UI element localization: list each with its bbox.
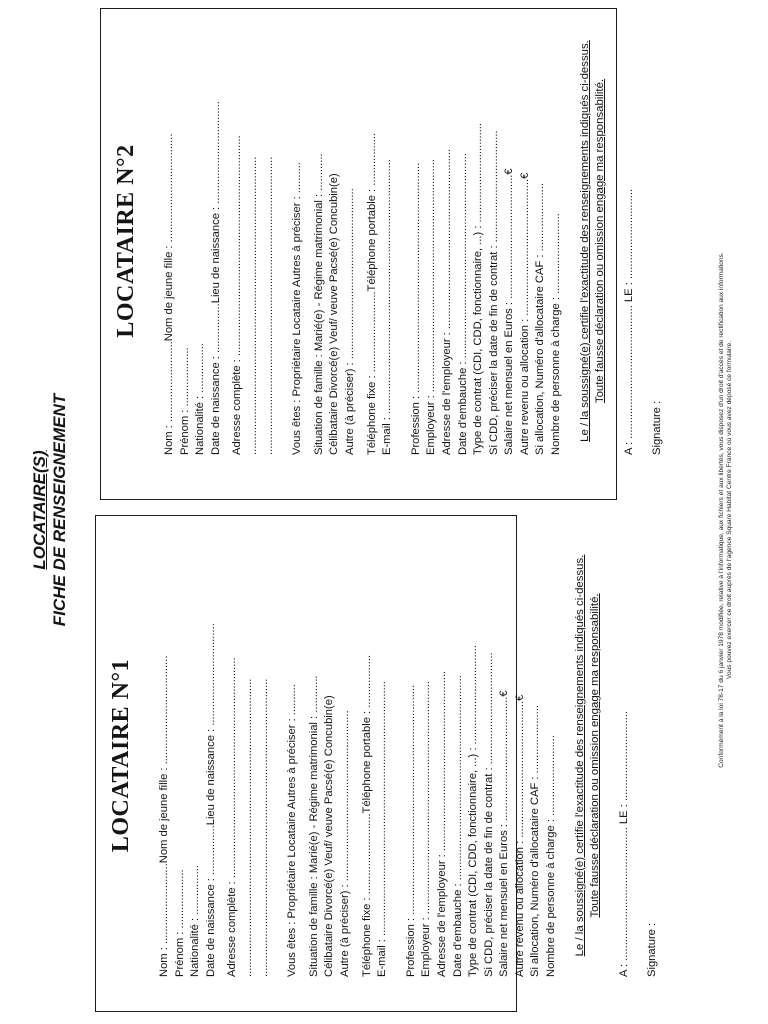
field-statuts[interactable]: Célibataire Divorcé(e) Veuf/ veuve Pacsé(e) Concubin(e) [323, 695, 336, 977]
page-subtitle: FICHE DE RENSEIGNEMENT [50, 393, 69, 627]
field-naissance[interactable]: Date de naissance : ................Lieu de naissance : ................................. [209, 101, 222, 455]
field-prenom[interactable]: Prénom : ................... [178, 347, 191, 455]
field-a-le[interactable]: A : ........................................... LE : ............................. [622, 188, 635, 455]
field-a-le[interactable]: A : ........................................... LE : ............................. [617, 710, 630, 977]
field-employeur[interactable]: Employeur : ........................................................................... [420, 681, 433, 977]
page-title-block [30, 320, 70, 700]
field-adresse-line-2[interactable]: ................................................................................................ [241, 678, 254, 977]
field-nationalite[interactable]: Nationalité : ................ [194, 343, 207, 455]
footer-line-2: Vous pouvez exercer ce droit auprès de l'agence Square Habitat Centre France où vous avez déposé ce formulaire. [726, 340, 733, 680]
field-autre[interactable]: Autre (à préciser) : ....................................................... [338, 710, 351, 977]
field-nom[interactable]: Nom : ..........................Nom de jeune fille : ................................... [158, 655, 170, 977]
warning-statement: Toute fausse déclaration ou omission engage ma responsabilité. [594, 78, 607, 404]
field-adresse-employeur[interactable]: Adresse de l'employeur : .......................................................... [435, 670, 448, 977]
footer-line-1: Conformément à la loi 78-17 du 6 janvier 1978 modifiée, relative à l'informatique, aux fichiers et aux libertés, vous disposez d'un droit d'accès et de rectification aux informations. [718, 252, 725, 768]
field-employeur[interactable]: Employeur : ........................................................................... [425, 159, 438, 455]
field-salaire[interactable]: Salaire net mensuel en Euros : ........................................€ [498, 690, 511, 977]
field-nationalite[interactable]: Nationalité : ................ [189, 865, 202, 977]
form-1-content [96, 516, 671, 1011]
field-telephone[interactable]: Téléphone fixe : ..........................Téléphone portable : ................. [365, 132, 378, 455]
field-embauche[interactable]: Date d'embauche : .................................................................. [451, 675, 464, 977]
page-title: LOCATAIRE(S) [30, 450, 49, 570]
field-vous-etes[interactable]: Vous êtes : Propriétaire Locataire Autres à préciser : .......... [286, 684, 299, 977]
field-caf[interactable]: Si allocation, Numéro d'allocataire CAF : ...................... [534, 183, 547, 455]
field-prenom[interactable]: Prénom : ................... [173, 869, 186, 977]
field-statuts[interactable]: Célibataire Divorcé(e) Veuf/ veuve Pacsé(e) Concubin(e) [328, 173, 341, 455]
form-locataire-2 [100, 8, 664, 500]
field-embauche[interactable]: Date d'embauche : .................................................................. [456, 153, 469, 455]
field-adresse-employeur[interactable]: Adresse de l'employeur : .......................................................... [440, 148, 453, 455]
field-nom[interactable]: Nom : ..........................Nom de jeune fille : ................................... [163, 133, 175, 455]
field-personnes[interactable]: Nombre de personne à charge : .......................... [545, 735, 558, 977]
form-2-content [101, 9, 676, 499]
field-autre-revenu[interactable]: Autre revenu ou allocation : ............................................€ [513, 694, 526, 977]
field-adresse-line-3[interactable]: ................................................................................................ [262, 156, 275, 455]
warning-statement: Toute fausse déclaration ou omission engage ma responsabilité. [589, 593, 602, 918]
footer-legal [718, 220, 734, 800]
field-signature[interactable]: Signature : [651, 400, 664, 455]
field-situation[interactable]: Situation de famille : Marié(e) - Régime matrimonial : ............ [312, 153, 325, 455]
field-contrat[interactable]: Type de contrat (CDI, CDD, fonctionnaire, ...) : ................................ [467, 644, 480, 977]
field-adresse-line-3[interactable]: ................................................................................................ [257, 678, 270, 977]
field-fin-contrat[interactable]: Si CDD, préciser la date de fin de contrat : .................................... [487, 130, 500, 455]
field-profession[interactable]: Profession : .......................................................................... [404, 684, 417, 977]
field-adresse-line-2[interactable]: ................................................................................................ [246, 156, 259, 455]
field-adresse[interactable]: Adresse complète : ....................................................................... [226, 657, 239, 977]
field-profession[interactable]: Profession : .......................................................................... [409, 162, 422, 455]
field-fin-contrat[interactable]: Si CDD, préciser la date de fin de contrat : .................................... [482, 652, 495, 977]
field-telephone[interactable]: Téléphone fixe : ..........................Téléphone portable : ................. [360, 654, 373, 977]
form-locataire-1 [95, 515, 659, 1012]
field-email[interactable]: E-mail : .................................................................................. [376, 681, 389, 977]
field-contrat[interactable]: Type de contrat (CDI, CDD, fonctionnaire, ...) : ................................ [472, 122, 485, 455]
field-autre-revenu[interactable]: Autre revenu ou allocation : ............................................€ [518, 172, 531, 455]
form-2-heading: LOCATAIRE N°2 [113, 144, 139, 338]
certify-statement: Le / la soussigné(e) certifie l'exactitude des renseignements indiqués ci-dessus. [578, 40, 591, 442]
form-1-heading: LOCATAIRE N°1 [108, 658, 134, 853]
field-naissance[interactable]: Date de naissance : ................Lieu de naissance : ................................. [204, 623, 217, 977]
field-email[interactable]: E-mail : .................................................................................. [381, 159, 394, 455]
field-signature[interactable]: Signature : [646, 922, 659, 977]
field-autre[interactable]: Autre (à préciser) : ....................................................... [343, 188, 356, 455]
field-salaire[interactable]: Salaire net mensuel en Euros : ........................................€ [503, 168, 516, 455]
field-personnes[interactable]: Nombre de personne à charge : .......................... [550, 213, 563, 455]
field-adresse[interactable]: Adresse complète : ....................................................................... [231, 135, 244, 455]
field-caf[interactable]: Si allocation, Numéro d'allocataire CAF : ...................... [529, 705, 542, 977]
field-vous-etes[interactable]: Vous êtes : Propriétaire Locataire Autres à préciser : .......... [291, 162, 304, 455]
field-situation[interactable]: Situation de famille : Marié(e) - Régime matrimonial : ............ [307, 675, 320, 977]
certify-statement: Le / la soussigné(e) certifie l'exactitude des renseignements indiqués ci-dessus. [573, 554, 586, 957]
